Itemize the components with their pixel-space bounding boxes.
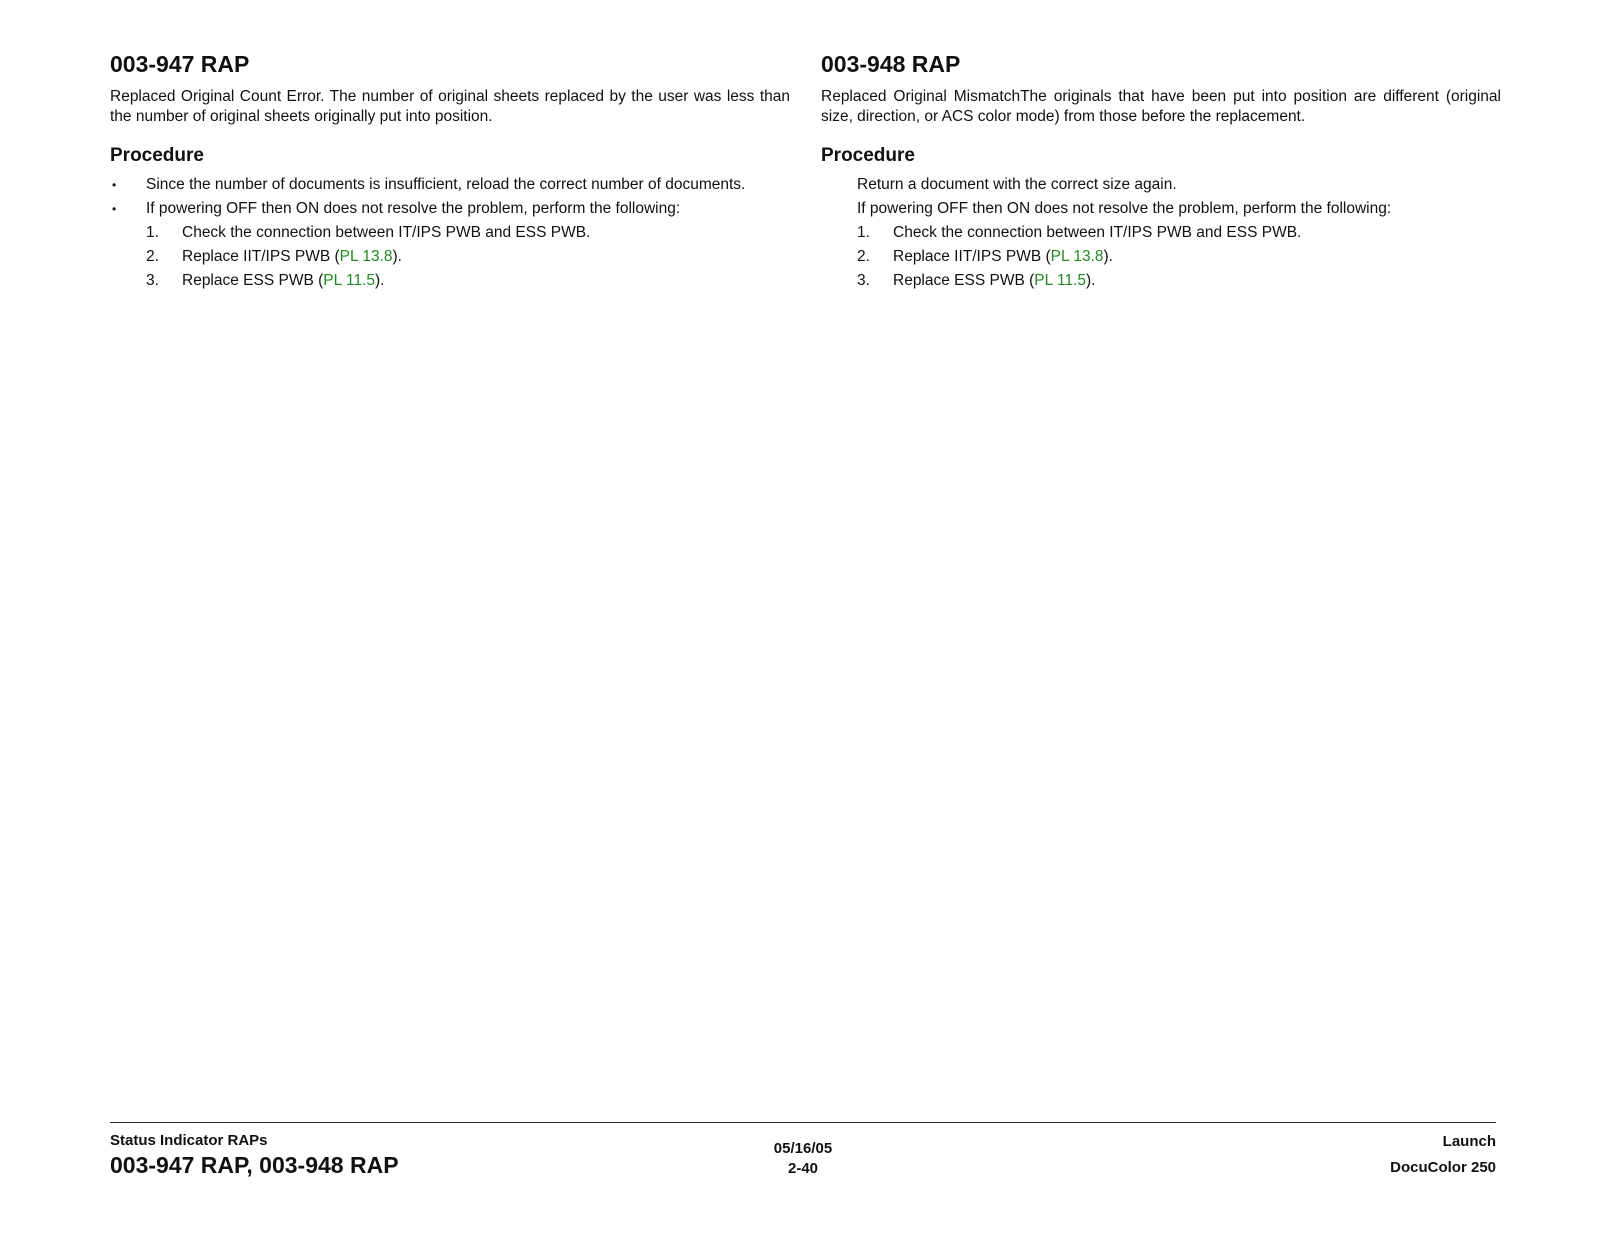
step-number: 1. xyxy=(146,224,159,241)
procedure-heading: Procedure xyxy=(821,145,915,166)
bullet-icon: • xyxy=(112,202,117,216)
footer-status: Launch xyxy=(1442,1133,1496,1150)
step-item xyxy=(110,245,790,269)
step-item xyxy=(110,269,790,293)
step-text-prefix: Replace ESS PWB ( xyxy=(893,272,1035,289)
step-text xyxy=(182,269,384,293)
step-text xyxy=(182,245,402,269)
parts-list-link[interactable]: PL 13.8 xyxy=(339,248,393,265)
step-item xyxy=(110,221,790,245)
rap-003-947-section xyxy=(110,50,790,293)
step-number: 2. xyxy=(857,248,870,265)
step-text xyxy=(893,269,1095,293)
step-text xyxy=(893,245,1113,269)
procedure-heading: Procedure xyxy=(110,145,204,166)
step-text-suffix: ). xyxy=(1086,272,1096,289)
footer-section-name: Status Indicator RAPs xyxy=(110,1132,268,1149)
parts-list-link[interactable]: PL 13.8 xyxy=(1050,248,1104,265)
rap-description: Replaced Original MismatchThe originals that have been put into position are different (original size, direction, or ACS color mode) from those before the replacement. xyxy=(821,88,1501,125)
footer-divider xyxy=(110,1122,1496,1123)
step-text-suffix: ). xyxy=(392,248,402,265)
step-text: Check the connection between IT/IPS PWB and ESS PWB. xyxy=(182,224,591,241)
bullet-icon: • xyxy=(112,178,117,192)
footer-page-title: 003-947 RAP, 003-948 RAP xyxy=(110,1152,399,1178)
step-text: Check the connection between IT/IPS PWB and ESS PWB. xyxy=(893,224,1302,241)
bullet-text: Since the number of documents is insufficient, reload the correct number of documents. xyxy=(146,176,746,193)
footer-product-name: DocuColor 250 xyxy=(1390,1159,1496,1176)
step-number: 1. xyxy=(857,224,870,241)
parts-list-link[interactable]: PL 11.5 xyxy=(1034,272,1086,289)
rap-title: 003-947 RAP xyxy=(110,51,250,77)
parts-list-link[interactable]: PL 11.5 xyxy=(323,272,375,289)
step-text-suffix: ). xyxy=(375,272,385,289)
footer-date: 05/16/05 xyxy=(773,1140,833,1157)
step-item xyxy=(821,245,1501,269)
step-text-prefix: Replace IIT/IPS PWB ( xyxy=(893,248,1051,265)
bullet-text: If powering OFF then ON does not resolve the problem, perform the following: xyxy=(146,200,681,217)
step-item xyxy=(821,269,1501,293)
rap-003-948-section xyxy=(821,50,1501,293)
bullet-item xyxy=(110,173,790,197)
rap-title: 003-948 RAP xyxy=(821,51,961,77)
procedure-text: Return a document with the correct size again. xyxy=(857,176,1177,193)
footer-page-number: 2-40 xyxy=(787,1160,819,1177)
procedure-text: If powering OFF then ON does not resolve the problem, perform the following: xyxy=(857,200,1392,217)
step-number: 3. xyxy=(857,272,870,289)
bullet-item xyxy=(110,197,790,221)
step-item xyxy=(821,221,1501,245)
rap-description: Replaced Original Count Error. The number of original sheets replaced by the user was less than the number of original sheets originally put into position. xyxy=(110,88,790,125)
step-number: 3. xyxy=(146,272,159,289)
step-text-prefix: Replace IIT/IPS PWB ( xyxy=(182,248,340,265)
step-text-prefix: Replace ESS PWB ( xyxy=(182,272,324,289)
step-text-suffix: ). xyxy=(1103,248,1113,265)
step-number: 2. xyxy=(146,248,159,265)
procedure-line xyxy=(821,173,1501,197)
procedure-line xyxy=(821,197,1501,221)
